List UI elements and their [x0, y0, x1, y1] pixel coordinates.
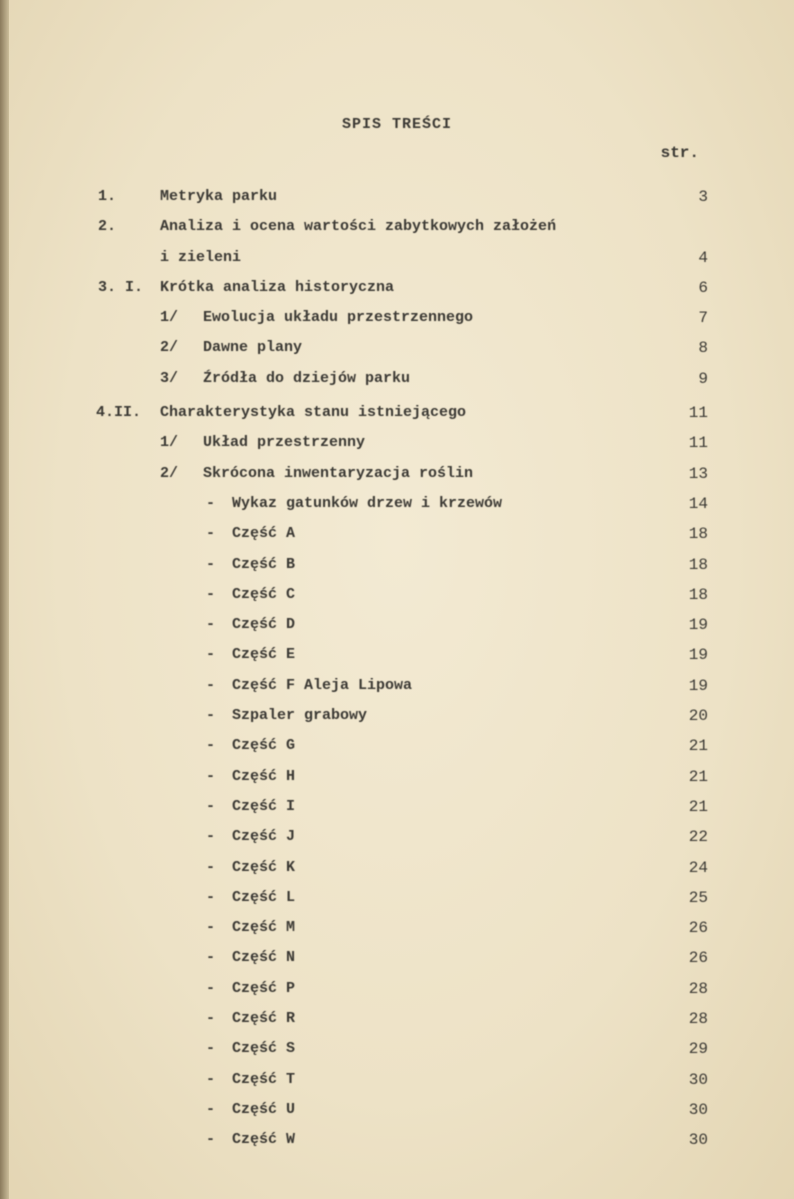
toc-entry-number: - — [206, 1131, 216, 1149]
toc-entry-title: Część B — [232, 555, 296, 573]
toc-entry-title: i zieleni — [160, 248, 242, 266]
toc-entry-number: 4.II. — [96, 404, 142, 422]
toc-entry — [0, 364, 794, 394]
toc-entry-title: Źródła do dziejów parku — [203, 369, 411, 387]
toc-entry — [0, 398, 794, 428]
toc-entry-number: - — [206, 979, 216, 997]
toc-entry-title: Część A — [232, 525, 296, 543]
toc-entry-number: - — [206, 616, 216, 634]
toc-entry-page: 3 — [698, 188, 708, 206]
toc-entry — [0, 731, 794, 761]
toc-entry-number: - — [206, 1040, 216, 1058]
toc-entry-number: 2. — [98, 218, 117, 236]
toc-entry-number: - — [206, 585, 216, 603]
toc-entry-number: - — [206, 949, 216, 967]
toc-entry-title: Metryka parku — [160, 188, 278, 205]
toc-entry-page: 7 — [698, 309, 708, 328]
toc-entry — [0, 333, 794, 363]
toc-entry-title: Część D — [232, 616, 296, 634]
toc-entry-title: Część L — [232, 888, 296, 906]
toc-entry-number: - — [206, 737, 216, 755]
toc-entry — [0, 883, 794, 913]
toc-entry-number: - — [206, 767, 216, 785]
toc-entry-page: 18 — [688, 525, 708, 544]
toc-entry — [0, 853, 794, 883]
toc-entry-title: Ewolucja układu przestrzennego — [203, 309, 474, 327]
toc-entry — [0, 1095, 794, 1125]
toc-entry — [0, 182, 794, 212]
toc-entry — [0, 428, 794, 458]
toc-entry-title: Analiza i ocena wartości zabytkowych założeń — [160, 218, 557, 236]
toc-entry-page: 11 — [688, 404, 708, 423]
toc-entry-title: Część J — [232, 828, 296, 846]
toc-entry — [0, 212, 794, 242]
toc-entry-page: 11 — [688, 434, 708, 453]
toc-entry-title: Część R — [232, 1010, 296, 1028]
toc-entry-number: - — [206, 828, 216, 846]
toc-entry-title: Część S — [232, 1040, 296, 1058]
toc-entry — [0, 1004, 794, 1034]
toc-entry — [0, 1034, 794, 1064]
toc-entry-page: 4 — [698, 248, 708, 267]
toc-entry-title: Skrócona inwentaryzacja roślin — [203, 464, 474, 482]
toc-entry-page: 25 — [688, 888, 708, 907]
toc-entry-number: - — [206, 676, 216, 694]
toc-entry — [0, 1065, 794, 1095]
toc-entry — [0, 519, 794, 549]
toc-entry — [0, 913, 794, 943]
toc-entry-number: - — [206, 1010, 216, 1028]
toc-entry-number: - — [206, 858, 216, 876]
toc-entry-title: Charakterystyka stanu istniejącego — [160, 404, 467, 422]
toc-entry-page: 19 — [688, 646, 708, 665]
toc-entry-number: 2/ — [160, 464, 179, 482]
toc-entry-page: 30 — [688, 1100, 708, 1119]
toc-entry — [0, 701, 794, 731]
toc-entry-page: 24 — [688, 858, 708, 877]
toc-entry — [0, 974, 794, 1004]
toc-entry-number: - — [206, 707, 216, 725]
toc-entry-page: 28 — [688, 979, 708, 998]
toc-entry-page: 30 — [688, 1131, 708, 1150]
toc-entry-number: 3/ — [160, 369, 179, 387]
toc-entry — [0, 792, 794, 822]
toc-entry-number: 1/ — [160, 434, 179, 452]
toc-entry-number: - — [206, 525, 216, 543]
toc-entry-page: 21 — [688, 767, 708, 786]
toc-entry — [0, 671, 794, 701]
toc-entry-title: Układ przestrzenny — [203, 434, 366, 452]
toc-entry — [0, 303, 794, 333]
toc-entry — [0, 243, 794, 273]
toc-entry-page: 19 — [688, 676, 708, 695]
toc-entry-page: 29 — [688, 1040, 708, 1059]
toc-entry-number: - — [206, 888, 216, 906]
toc-entry-number: - — [206, 919, 216, 937]
toc-entry-page: 18 — [688, 585, 708, 604]
page-title: SPIS TREŚCI — [341, 116, 453, 133]
toc-entry-page: 28 — [688, 1010, 708, 1029]
toc-entry — [0, 1125, 794, 1155]
toc-entry-page: 26 — [688, 949, 708, 968]
toc-entry — [0, 580, 794, 610]
toc-entry-title: Krótka analiza historyczna — [160, 278, 395, 296]
toc-entry-title: Część E — [232, 646, 296, 664]
toc-entry — [0, 459, 794, 489]
toc-entry-page: 21 — [688, 737, 708, 756]
toc-entry-number: - — [206, 1070, 216, 1088]
toc-entry-number: - — [206, 1100, 216, 1118]
toc-entry-page: 26 — [688, 919, 708, 938]
toc-entry-title: Część T — [232, 1070, 296, 1088]
toc-entry-title: Część I — [232, 797, 296, 815]
toc-entry — [0, 943, 794, 973]
toc-entry-title: Część F Aleja Lipowa — [232, 676, 413, 694]
toc-entry — [0, 640, 794, 670]
toc-entry-number: - — [206, 646, 216, 664]
toc-entry — [0, 550, 794, 580]
toc-entry-page: 6 — [698, 278, 708, 297]
toc-entry-page: 30 — [688, 1070, 708, 1089]
toc-entry-title: Część U — [232, 1100, 296, 1118]
toc-entry-title: Część K — [232, 858, 296, 876]
toc-entry-number: - — [206, 494, 216, 512]
toc-entry — [0, 489, 794, 519]
toc-entry-number: 3. I. — [98, 278, 144, 296]
toc-entry-page: 13 — [688, 464, 708, 483]
toc-entry — [0, 822, 794, 852]
toc-entry — [0, 610, 794, 640]
toc-entry-title: Część W — [232, 1131, 296, 1149]
toc-entry-page: 19 — [688, 616, 708, 635]
toc-entry-title: Część G — [232, 737, 296, 755]
toc-entry-number: 1/ — [160, 309, 179, 327]
toc-entry-page: 9 — [698, 369, 708, 388]
table-of-contents — [0, 182, 794, 1156]
toc-entry-page: 22 — [688, 828, 708, 847]
toc-entry-number: - — [206, 797, 216, 815]
toc-entry — [0, 762, 794, 792]
toc-entry-title: Dawne plany — [203, 339, 303, 357]
page-column-label: str. — [660, 144, 699, 162]
toc-entry — [0, 273, 794, 303]
toc-entry-page: 20 — [688, 707, 708, 726]
toc-entry-page: 18 — [688, 555, 708, 574]
toc-entry-page: 14 — [688, 494, 708, 513]
toc-entry-number: - — [206, 555, 216, 573]
toc-entry-title: Część P — [232, 979, 296, 997]
toc-entry-title: Część N — [232, 949, 296, 967]
toc-entry-title: Wykaz gatunków drzew i krzewów — [232, 494, 503, 512]
toc-entry-number: 1. — [98, 188, 117, 205]
toc-entry-title: Szpaler grabowy — [232, 707, 368, 725]
toc-entry-title: Część H — [232, 767, 296, 785]
toc-entry-page: 21 — [688, 797, 708, 816]
toc-entry-title: Część C — [232, 585, 296, 603]
toc-entry-number: 2/ — [160, 339, 179, 357]
toc-entry-title: Część M — [232, 919, 296, 937]
toc-entry-page: 8 — [698, 339, 708, 358]
